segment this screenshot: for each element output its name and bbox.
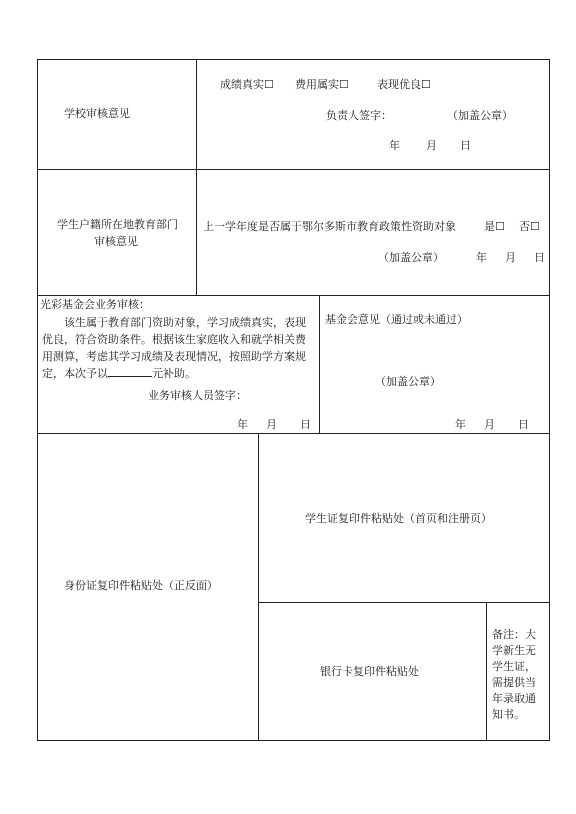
edu-dept-seal-label: （加盖公章） bbox=[378, 251, 444, 264]
school-date-month: 月 bbox=[426, 139, 437, 152]
business-review-body-tail: 元补助。 bbox=[152, 367, 196, 380]
business-signer-label: 业务审核人员签字： bbox=[148, 389, 247, 402]
business-date-month: 月 bbox=[266, 418, 277, 431]
row-divider-4 bbox=[258, 602, 550, 603]
note-line: 学新生无 bbox=[492, 644, 536, 657]
subsidy-amount-blank[interactable] bbox=[108, 366, 152, 377]
school-signer-label: 负责人签字： bbox=[326, 109, 392, 122]
attachment-column-divider bbox=[258, 433, 259, 741]
id-card-paste-area: 身份证复印件粘贴处（正反面） bbox=[64, 579, 218, 592]
note-line: 学生证， bbox=[492, 660, 536, 673]
label-column-divider bbox=[196, 59, 197, 296]
business-date-day: 日 bbox=[300, 418, 311, 431]
edu-dept-date-year: 年 bbox=[476, 251, 487, 264]
edu-dept-label-line1: 学生户籍所在地教育部门 bbox=[57, 218, 178, 231]
business-date-year: 年 bbox=[237, 418, 248, 431]
school-date-year: 年 bbox=[389, 139, 400, 152]
foundation-date-day: 日 bbox=[518, 418, 529, 431]
check-performance-good[interactable]: 表现优良☐ bbox=[377, 78, 431, 91]
review-column-divider bbox=[319, 295, 320, 434]
school-seal-label: （加盖公章） bbox=[447, 109, 513, 122]
school-date-day: 日 bbox=[460, 139, 471, 152]
check-expenses-true[interactable]: 费用属实☐ bbox=[295, 78, 349, 91]
check-grades-true[interactable]: 成绩真实☐ bbox=[220, 78, 274, 91]
note-column-divider bbox=[486, 602, 487, 741]
student-card-paste-area: 学生证复印件粘贴处（首页和注册页） bbox=[305, 512, 492, 525]
table-border-left bbox=[37, 59, 38, 741]
edu-dept-date-day: 日 bbox=[534, 251, 545, 264]
business-review-title: 光彩基金会业务审核： bbox=[40, 298, 150, 311]
foundation-date-month: 月 bbox=[484, 418, 495, 431]
edu-dept-yes-checkbox[interactable]: 是☐ bbox=[484, 220, 505, 233]
edu-dept-no-checkbox[interactable]: 否☐ bbox=[519, 220, 540, 233]
foundation-seal-label: （加盖公章） bbox=[375, 375, 441, 388]
row-divider-2 bbox=[37, 295, 550, 296]
table-border-top bbox=[37, 59, 550, 60]
note-line: 知书。 bbox=[492, 708, 525, 721]
table-border-right bbox=[549, 59, 550, 741]
edu-dept-label-line2: 审核意见 bbox=[94, 235, 138, 248]
table-border-bottom bbox=[37, 740, 550, 741]
edu-dept-date-month: 月 bbox=[505, 251, 516, 264]
note-block bbox=[492, 627, 536, 723]
foundation-date-year: 年 bbox=[455, 418, 466, 431]
note-line: 需提供当 bbox=[492, 676, 536, 689]
business-review-body-text: 该生属于教育部门资助对象，学习成绩真实，表现优良，符合资助条件。根据该生家庭收入和就学相关费用测算，考虑其学习成绩及表现情况，按照助学方案规定，本次予以 bbox=[42, 316, 306, 380]
school-review-label: 学校审核意见 bbox=[64, 107, 130, 120]
row-divider-1 bbox=[37, 169, 550, 170]
bank-card-paste-area: 银行卡复印件粘贴处 bbox=[320, 665, 419, 678]
note-line: 备注：大 bbox=[492, 628, 536, 641]
business-review-body bbox=[42, 314, 314, 382]
foundation-opinion-label: 基金会意见（通过或未通过） bbox=[325, 313, 468, 326]
edu-dept-question: 上一学年度是否属于鄂尔多斯市教育政策性资助对象 bbox=[203, 220, 456, 233]
row-divider-3 bbox=[37, 433, 550, 434]
note-line: 年录取通 bbox=[492, 692, 536, 705]
